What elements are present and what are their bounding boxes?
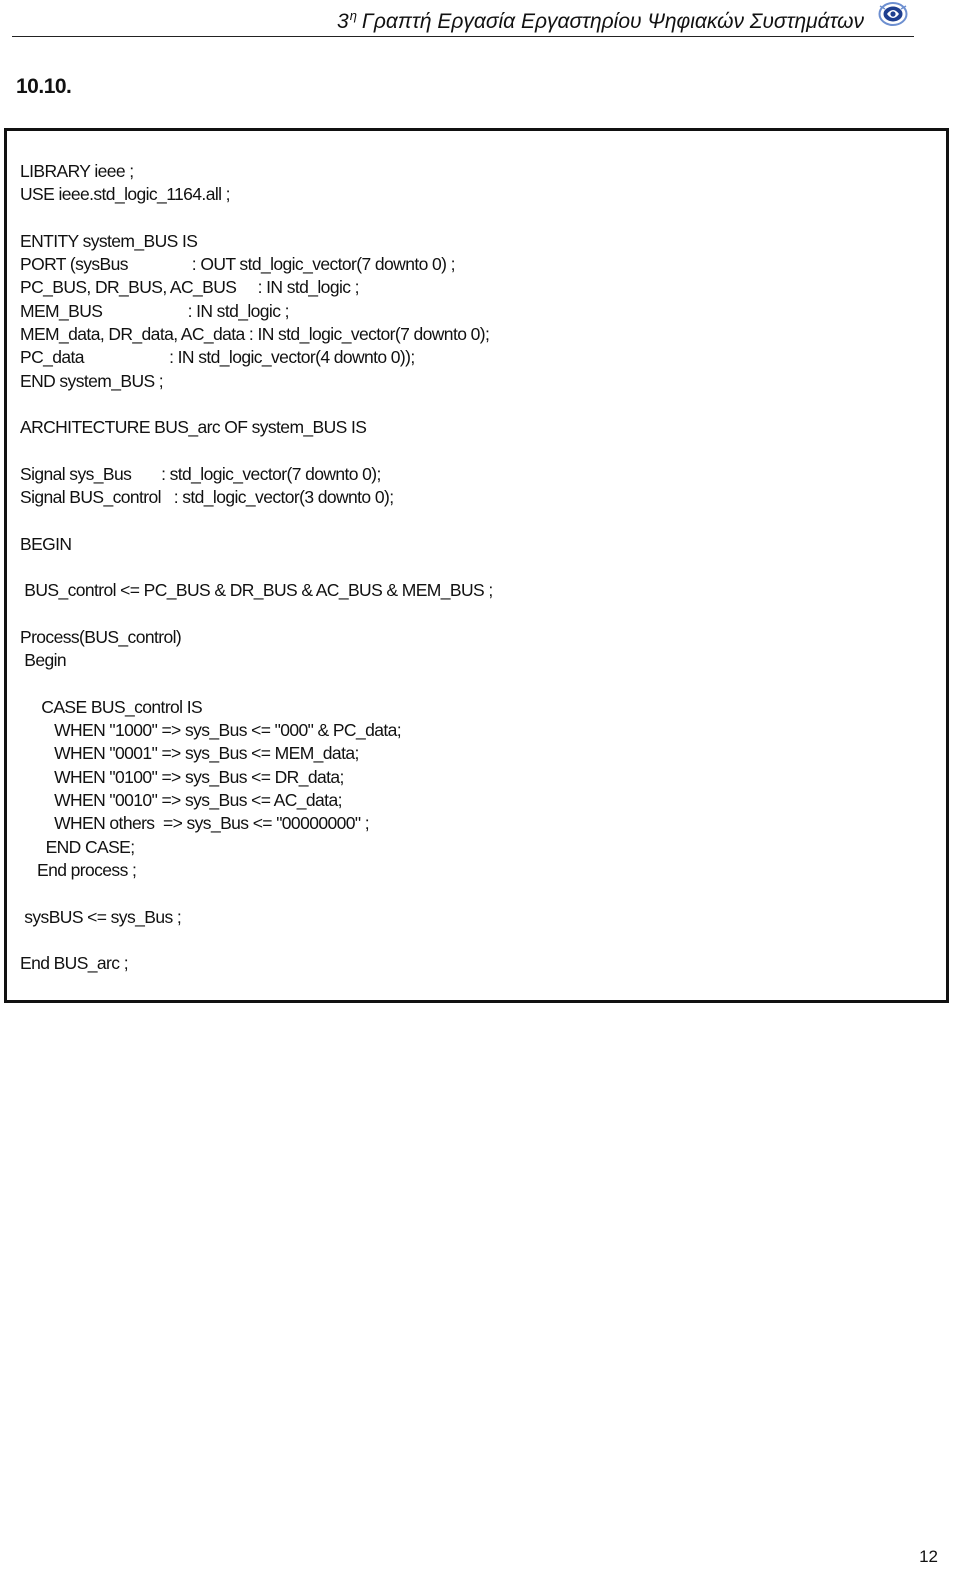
code-line: BUS_control <= PC_BUS & DR_BUS & AC_BUS & MEM_BUS ; [20,580,493,601]
code-line: PC_BUS, DR_BUS, AC_BUS : IN std_logic ; [20,277,359,298]
code-line: END CASE; [20,836,135,857]
code-line: WHEN "0100" => sys_Bus <= DR_data; [20,766,344,787]
header-title-text: Γραπτή Εργασία Εργαστηρίου Ψηφιακών Συστημάτων [361,10,864,33]
vhdl-code-listing [20,160,493,975]
code-line: MEM_BUS : IN std_logic ; [20,300,289,321]
code-line: WHEN "1000" => sys_Bus <= "000" & PC_data; [20,720,402,741]
code-line [20,440,493,463]
code-line: ARCHITECTURE BUS_arc OF system_BUS IS [20,417,367,438]
code-line: USE ieee.std_logic_1164.all ; [20,184,230,205]
code-line: LIBRARY ieee ; [20,161,134,181]
code-line: WHEN "0010" => sys_Bus <= AC_data; [20,790,342,811]
code-line: End process ; [20,859,137,880]
code-line: END system_BUS ; [20,370,164,391]
code-line: MEM_data, DR_data, AC_data : IN std_logic_vector(7 downto 0); [20,324,490,345]
code-line: PC_data : IN std_logic_vector(4 downto 0)); [20,347,415,368]
section-number: 10.10. [16,75,72,98]
code-line [20,882,493,905]
code-line [20,929,493,952]
code-line [20,393,493,416]
code-line [20,603,493,626]
page-number: 12 [919,1547,938,1566]
code-line [20,673,493,696]
code-line: WHEN others => sys_Bus <= "00000000" ; [20,813,369,834]
code-line: BEGIN [20,533,72,554]
header-divider [12,36,914,37]
code-line: Signal sys_Bus : std_logic_vector(7 downto 0); [20,463,381,484]
code-line: CASE BUS_control IS [20,696,203,717]
code-line: Process(BUS_control) [20,626,182,647]
university-logo-icon [878,1,908,27]
code-line [20,207,493,230]
code-box [4,128,949,1003]
code-line: ENTITY system_BUS IS [20,230,198,251]
header-title-superscript: η [349,8,357,23]
code-line [20,556,493,579]
code-line: Signal BUS_control : std_logic_vector(3 downto 0); [20,487,394,508]
code-line [20,509,493,532]
code-line: Begin [20,650,67,671]
code-line: sysBUS <= sys_Bus ; [20,906,182,927]
header-title [337,8,864,34]
code-line: End BUS_arc ; [20,953,128,974]
code-line: PORT (sysBus : OUT std_logic_vector(7 downto 0) ; [20,254,455,275]
code-line: WHEN "0001" => sys_Bus <= MEM_data; [20,743,359,764]
page-header [0,0,960,40]
header-title-prefix: 3 [337,10,349,33]
